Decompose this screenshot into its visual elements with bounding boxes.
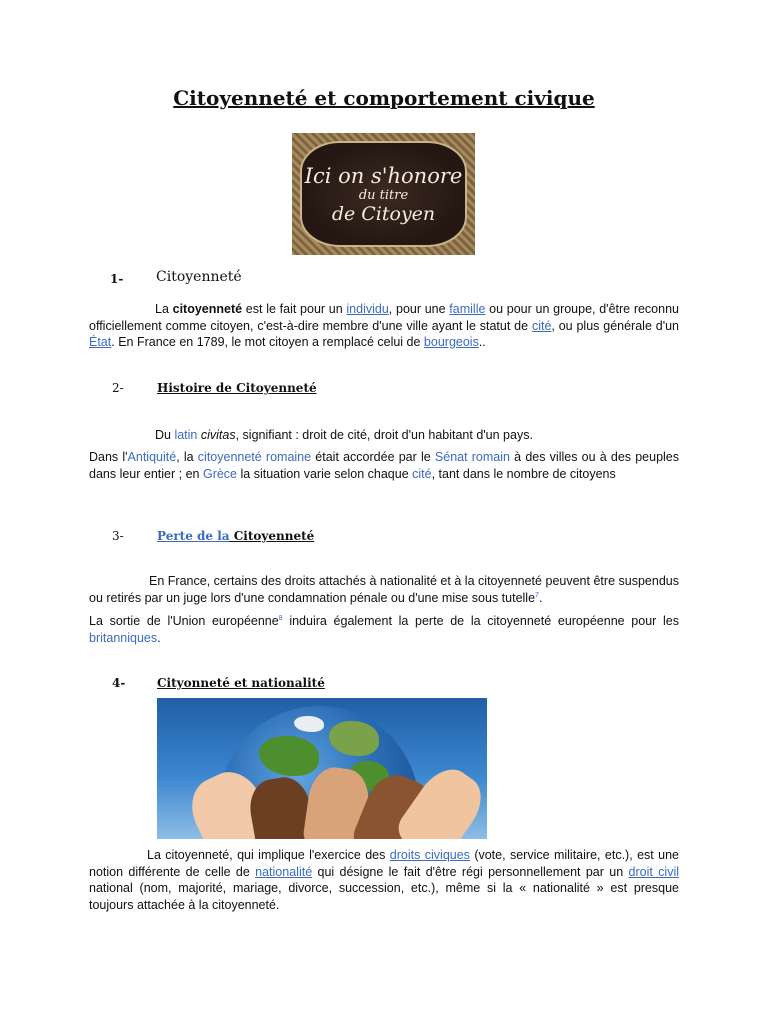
section-1-title: Citoyenneté xyxy=(156,269,242,285)
footnote-8[interactable]: 8 xyxy=(278,614,283,622)
link-droits-civiques[interactable]: droits civiques xyxy=(389,848,470,862)
link-senat-romain[interactable]: Sénat romain xyxy=(434,450,510,464)
section-3-number: 3- xyxy=(112,529,124,543)
paragraph-latin-civitas: Du latin civitas, signifiant : droit de cité, droit d'un habitant d'un pays. xyxy=(155,428,533,442)
link-nationalite[interactable]: nationalité xyxy=(255,864,313,879)
section-2-title: Histoire de Citoyenneté xyxy=(157,381,317,395)
link-latin[interactable]: latin xyxy=(174,428,198,442)
citoyen-sign-image xyxy=(292,133,475,255)
link-grece[interactable]: Grèce xyxy=(202,466,238,481)
section-4-title: Cityonneté et nationalité xyxy=(157,676,325,690)
footnote-7[interactable]: 7 xyxy=(535,591,539,599)
link-famille[interactable]: famille xyxy=(449,302,486,316)
paragraph-union-europeenne: La sortie de l'Union européenne$^8$ induira également la perte de la citoyenneté européenne pour les britanniques. xyxy=(89,614,679,645)
section-4-number: 4- xyxy=(112,676,126,690)
sign-text-line2: du titre xyxy=(358,187,409,203)
section-2-number: 2- xyxy=(112,381,124,395)
link-antiquite[interactable]: Antiquité xyxy=(127,450,177,464)
link-bourgeois[interactable]: bourgeois xyxy=(423,335,479,349)
section-3-title: Perte de la Citoyenneté xyxy=(157,529,315,543)
link-citoyennete-romaine[interactable]: citoyenneté romaine xyxy=(197,450,312,464)
paragraph-nationalite: La citoyenneté, qui implique l'exercice des droits civiques (vote, service militaire, etc.), est une notion différente de celle de nationalité qui désigne le fait d'être régi personnellement par un droit civil national (nom, majorité, mariage, divorce, succession, etc.), même si la « nationalité » est presque toujours attachée à la citoyenneté. xyxy=(89,848,680,912)
page-title: Citoyenneté et comportement civique xyxy=(173,86,595,110)
link-individu[interactable]: individu xyxy=(346,302,389,316)
link-cite-2[interactable]: cité xyxy=(412,466,432,481)
sign-text-line3: de Citoyen xyxy=(331,202,436,225)
link-droit-civil[interactable]: droit civil xyxy=(628,864,679,879)
link-britanniques[interactable]: britanniques xyxy=(89,630,158,645)
link-cite[interactable]: cité xyxy=(531,318,552,333)
paragraph-citoyennete-definition: La citoyenneté est le fait pour un individu, pour une famille ou pour un groupe, d'être reconnu officiellement comme citoyen, c'est-à-dire membre d'une ville ayant le statut de cité, ou plus générale d'un État. En France en 1789, le mot citoyen a remplacé celui de bourgeois.. xyxy=(89,302,679,349)
globe-hands-image xyxy=(157,698,487,839)
sign-text-line1: Ici on s'honore xyxy=(304,163,463,188)
paragraph-antiquite: Dans l'Antiquité, la citoyenneté romaine était accordée par le Sénat romain à des villes ou à des peuples dans leur entier ; en Grèce la situation varie selon chaque cité, tant dans le nombre de citoyens xyxy=(89,450,680,481)
link-perte-de-la[interactable]: Perte de la xyxy=(157,529,230,543)
paragraph-droits-suspendus: En France, certains des droits attachés à nationalité et à la citoyenneté peuvent être suspendus ou retirés par un juge lors d'une condamnation pénale ou d'une mise sous tutelle$^7$. xyxy=(89,574,679,605)
link-etat[interactable]: État xyxy=(89,335,112,349)
section-1-number: 1- xyxy=(110,272,124,286)
